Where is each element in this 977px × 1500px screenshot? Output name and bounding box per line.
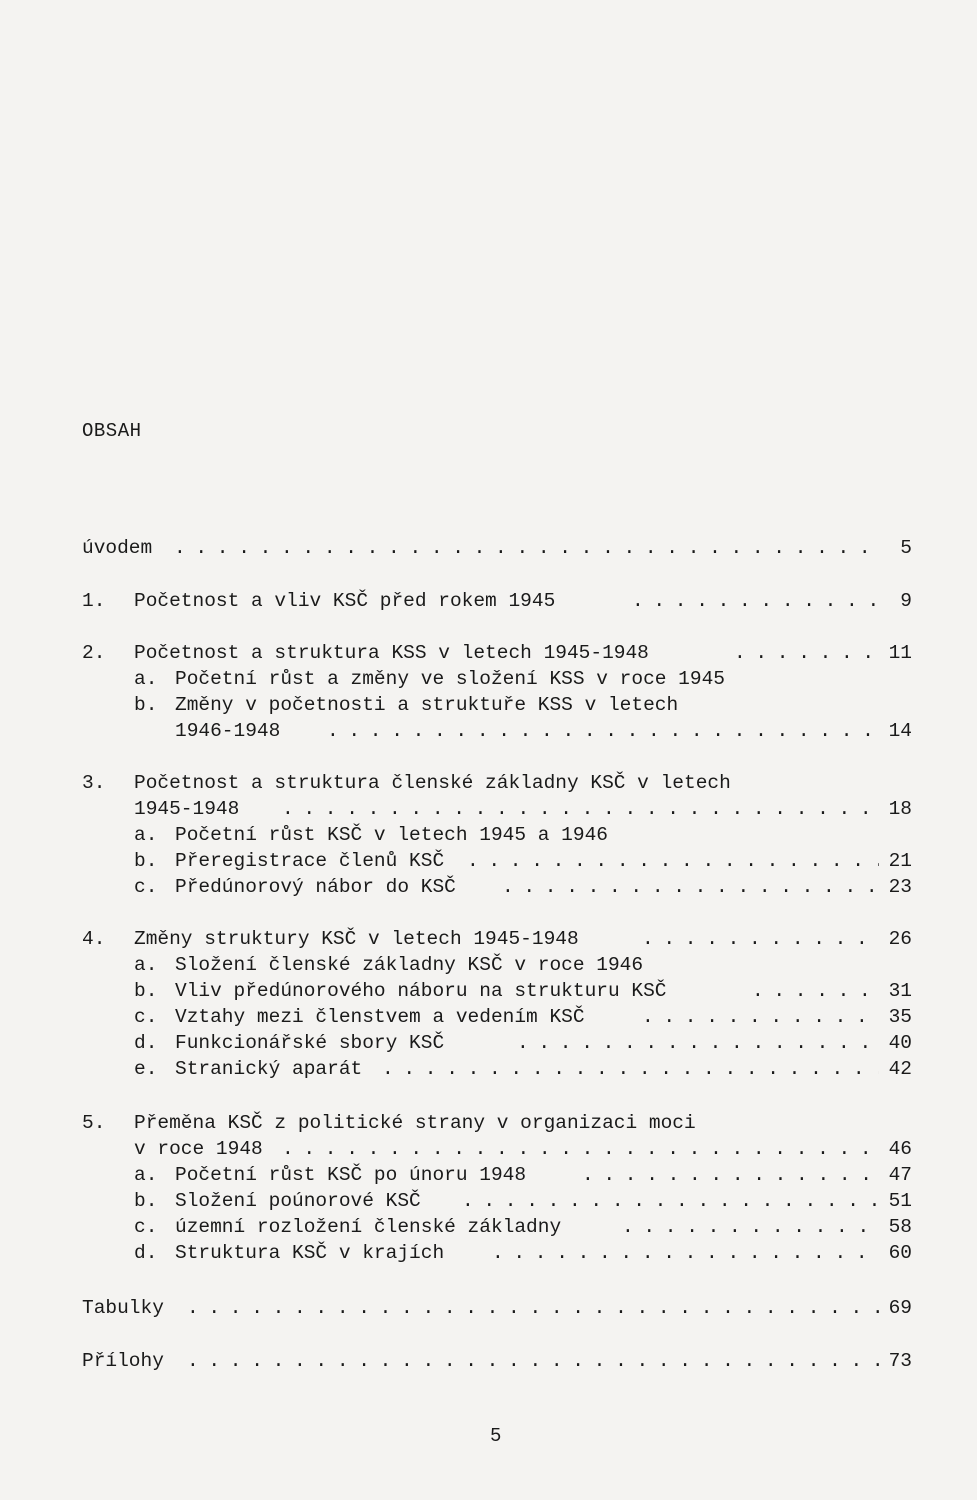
toc-entry [82, 1295, 912, 1321]
toc-leader-dots [382, 1056, 879, 1082]
toc-entry [82, 588, 912, 614]
toc-entry-page: 51 [888, 1190, 912, 1212]
toc-entry-number: a. [134, 954, 158, 976]
toc-entry [82, 952, 912, 978]
toc-leader-dots [467, 848, 879, 874]
toc-entry-page: 23 [888, 876, 912, 898]
toc-entry [82, 926, 912, 952]
toc-entry [82, 1056, 912, 1082]
toc-entry-title: Přílohy [82, 1350, 164, 1372]
page-heading: OBSAH [82, 420, 142, 442]
toc-entry-number: d. [134, 1242, 158, 1264]
toc-entry-title: Funkcionářské sbory KSČ [175, 1032, 445, 1054]
toc-entry-title: Početní růst KSČ po únoru 1948 [175, 1164, 527, 1186]
toc-entry-page: 9 [900, 590, 912, 612]
toc-entry-number: 4. [82, 928, 106, 950]
toc-entry [82, 770, 912, 796]
toc-entry [82, 535, 912, 561]
toc-entry-number: 3. [82, 772, 106, 794]
toc-entry-number: b. [134, 1190, 158, 1212]
toc-entry-page: 47 [888, 1164, 912, 1186]
toc-entry-page: 31 [888, 980, 912, 1002]
toc-entry-title: Složení poúnorové KSČ [175, 1190, 421, 1212]
toc-leader-dots [492, 1240, 879, 1266]
toc-leader-dots [282, 796, 879, 822]
toc-leader-dots [462, 1188, 879, 1214]
toc-leader-dots [642, 1004, 879, 1030]
toc-leader-dots [517, 1030, 879, 1056]
toc-entry-page: 40 [888, 1032, 912, 1054]
toc-entry-number: a. [134, 1164, 158, 1186]
toc-entry-title: 1946-1948 [175, 720, 281, 742]
toc-entry [82, 1030, 912, 1056]
toc-entry-number: d. [134, 1032, 158, 1054]
toc-entry-page: 5 [900, 537, 912, 559]
toc-entry-number: 1. [82, 590, 106, 612]
toc-entry-title: 1945-1948 [134, 798, 240, 820]
toc-entry-title: Početní růst KSČ v letech 1945 a 1946 [175, 824, 608, 846]
toc-entry-title: Vliv předúnorového náboru na strukturu KSČ [175, 980, 667, 1002]
toc-entry-number: c. [134, 876, 158, 898]
toc-entry-page: 18 [888, 798, 912, 820]
toc-entry-title: Početnost a struktura členské základny KSČ v letech [134, 772, 731, 794]
toc-entry-title: Předúnorový nábor do KSČ [175, 876, 456, 898]
toc-entry [82, 848, 912, 874]
toc-entry-number: c. [134, 1216, 158, 1238]
toc-leader-dots [582, 1162, 879, 1188]
toc-entry-title: Početní růst a změny ve složení KSS v roce 1945 [175, 668, 725, 690]
toc-entry-title: Změny struktury KSČ v letech 1945-1948 [134, 928, 579, 950]
toc-entry-page: 42 [888, 1058, 912, 1080]
toc-entry-page: 46 [888, 1138, 912, 1160]
toc-entry [82, 822, 912, 848]
toc-entry [82, 1240, 912, 1266]
toc-entry [82, 692, 912, 718]
toc-entry-number: a. [134, 824, 158, 846]
toc-entry-number: 5. [82, 1112, 106, 1134]
toc-entry-number: a. [134, 668, 158, 690]
toc-leader-dots [502, 874, 879, 900]
toc-entry-page: 58 [888, 1216, 912, 1238]
toc-entry-title: Tabulky [82, 1297, 164, 1319]
toc-entry-page: 69 [888, 1297, 912, 1319]
toc-entry [82, 1348, 912, 1374]
toc-entry-page: 14 [888, 720, 912, 742]
toc-entry-page: 26 [888, 928, 912, 950]
toc-entry [82, 718, 912, 744]
toc-entry-title: územní rozložení členské základny [175, 1216, 562, 1238]
toc-entry-page: 21 [888, 850, 912, 872]
toc-entry [82, 1162, 912, 1188]
toc-entry [82, 1004, 912, 1030]
toc-leader-dots [327, 718, 879, 744]
toc-entry-title: Změny v početnosti a struktuře KSS v letech [175, 694, 679, 716]
toc-entry-title: Početnost a struktura KSS v letech 1945-1948 [134, 642, 649, 664]
toc-leader-dots [622, 1214, 879, 1240]
toc-entry-page: 73 [888, 1350, 912, 1372]
toc-entry-title: úvodem [82, 537, 153, 559]
toc-entry [82, 1188, 912, 1214]
toc-entry-number: b. [134, 980, 158, 1002]
toc-leader-dots [187, 1295, 879, 1321]
toc-entry [82, 796, 912, 822]
toc-leader-dots [752, 978, 879, 1004]
toc-entry-number: e. [134, 1058, 158, 1080]
toc-entry-number: c. [134, 1006, 158, 1028]
toc-entry [82, 1110, 912, 1136]
toc-entry-title: Přeměna KSČ z politické strany v organizaci moci [134, 1112, 696, 1134]
toc-entry-title: Vztahy mezi členstvem a vedením KSČ [175, 1006, 585, 1028]
page-number: 5 [490, 1425, 502, 1447]
toc-entry-number: b. [134, 694, 158, 716]
toc-entry [82, 640, 912, 666]
toc-entry [82, 666, 912, 692]
toc-entry-page: 35 [888, 1006, 912, 1028]
toc-entry [82, 978, 912, 1004]
toc-entry-page: 60 [888, 1242, 912, 1264]
toc-entry-title: v roce 1948 [134, 1138, 263, 1160]
toc-entry-number: b. [134, 850, 158, 872]
toc-leader-dots [187, 1348, 879, 1374]
toc-entry-title: Struktura KSČ v krajích [175, 1242, 445, 1264]
toc-leader-dots [642, 926, 879, 952]
toc-leader-dots [734, 640, 879, 666]
toc-leader-dots [632, 588, 880, 614]
toc-entry-number: 2. [82, 642, 106, 664]
toc-entry-page: 11 [888, 642, 912, 664]
toc-entry-title: Složení členské základny KSČ v roce 1946 [175, 954, 644, 976]
toc-entry-title: Stranický aparát [175, 1058, 363, 1080]
toc-entry [82, 874, 912, 900]
toc-leader-dots [282, 1136, 879, 1162]
toc-entry-title: Početnost a vliv KSČ před rokem 1945 [134, 590, 556, 612]
toc-entry [82, 1136, 912, 1162]
toc-leader-dots [174, 535, 879, 561]
toc-entry [82, 1214, 912, 1240]
toc-entry-title: Přeregistrace členů KSČ [175, 850, 445, 872]
